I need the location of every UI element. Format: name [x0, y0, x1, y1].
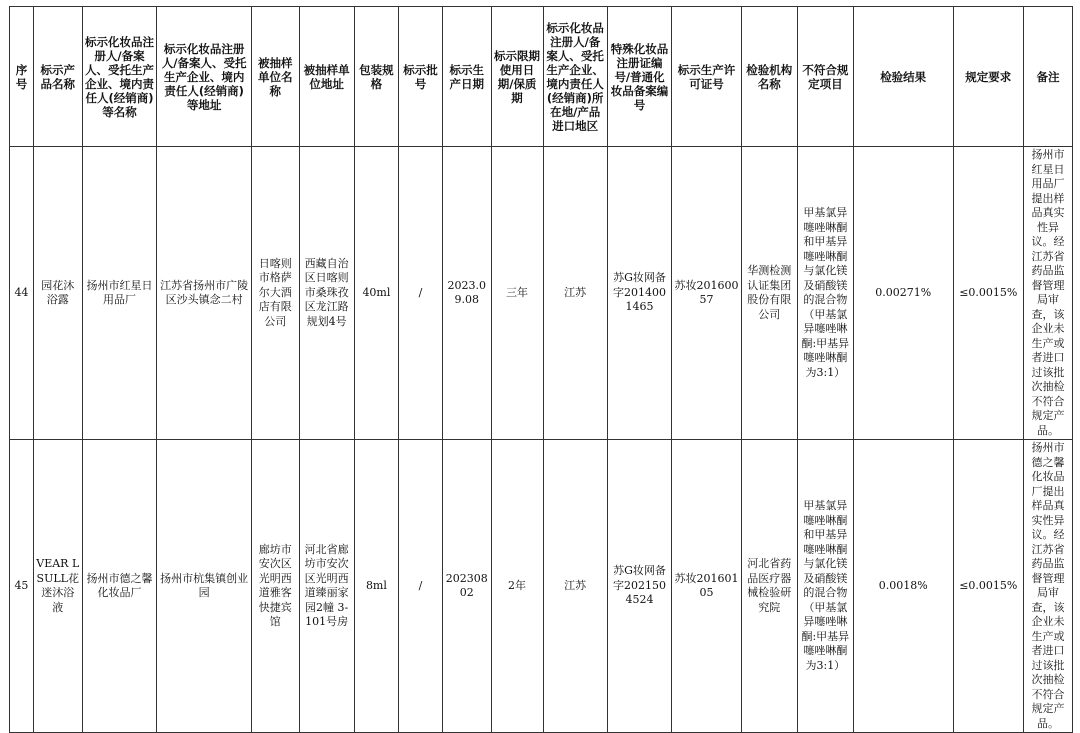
table-cell: 甲基氯异噻唑啉酮和甲基异噻唑啉酮与氯化镁及硝酸镁的混合物（甲基氯异噻唑啉酮:甲基异噻唑啉酮为3:1） [797, 147, 853, 440]
header-cell: 标示化妆品注册人/备案人、受托生产企业、境内责任人(经销商)所在地/产品进口地区 [543, 7, 607, 147]
table-cell: 8ml [354, 440, 399, 733]
header-cell: 规定要求 [953, 7, 1024, 147]
table-cell: 江苏省扬州市广陵区沙头镇念二村 [157, 147, 251, 440]
table-cell: 华测检测认证集团股份有限公司 [741, 147, 797, 440]
header-cell: 序号 [10, 7, 34, 147]
table-cell: 日喀则市格萨尔大酒店有限公司 [251, 147, 299, 440]
header-cell: 标示化妆品注册人/备案人、受托生产企业、境内责任人(经销商)等地址 [157, 7, 251, 147]
table-cell: ≤0.0015% [953, 147, 1024, 440]
table-cell: 0.0018% [853, 440, 953, 733]
header-cell: 备注 [1024, 7, 1073, 147]
table-cell: 44 [10, 147, 34, 440]
table-cell: 2023.09.08 [442, 147, 491, 440]
table-cell: 苏G妆网备字2014001465 [607, 147, 671, 440]
table-cell: 河北省廊坊市安次区光明西道臻丽家园2幢 3-101号房 [299, 440, 354, 733]
header-cell: 标示限期使用日期/保质期 [491, 7, 543, 147]
header-cell: 不符合规定项目 [797, 7, 853, 147]
table-cell: 扬州市红星日用品厂 [82, 147, 157, 440]
table-cell: 三年 [491, 147, 543, 440]
table-cell: 甲基氯异噻唑啉酮和甲基异噻唑啉酮与氯化镁及硝酸镁的混合物（甲基氯异噻唑啉酮:甲基异噻唑啉酮为3:1） [797, 440, 853, 733]
table-cell: 苏妆20160105 [672, 440, 742, 733]
table-cell: / [399, 440, 443, 733]
table-cell: 苏G妆网备字2021504524 [607, 440, 671, 733]
table-cell: 江苏 [543, 440, 607, 733]
table-cell: 园花沐浴露 [33, 147, 82, 440]
table-cell: 扬州市德之馨化妆品厂 [82, 440, 157, 733]
table-cell: 扬州市德之馨化妆品厂提出样品真实性异议。经江苏省药品监督管理局审查，该企业未生产或者进口过该批次抽检不符合规定产品。 [1024, 440, 1073, 733]
table-cell: 0.00271% [853, 147, 953, 440]
header-cell: 检验机构名称 [741, 7, 797, 147]
table-cell: ≤0.0015% [953, 440, 1024, 733]
header-cell: 被抽样单位地址 [299, 7, 354, 147]
header-cell: 标示生产许可证号 [672, 7, 742, 147]
table-cell: 河北省药品医疗器械检验研究院 [741, 440, 797, 733]
sampling-results-table [9, 6, 1073, 733]
header-cell: 特殊化妆品注册证编号/普通化妆品备案编号 [607, 7, 671, 147]
table-cell: 苏妆20160057 [672, 147, 742, 440]
table-cell: 廊坊市安次区光明西道雅客快捷宾馆 [251, 440, 299, 733]
table-cell: 40ml [354, 147, 399, 440]
table-row [10, 147, 1073, 440]
header-cell: 标示产品名称 [33, 7, 82, 147]
header-cell: 包装规格 [354, 7, 399, 147]
header-cell: 标示批号 [399, 7, 443, 147]
table-cell: / [399, 147, 443, 440]
table-cell: 西藏自治区日喀则市桑珠孜区龙江路规划4号 [299, 147, 354, 440]
table-cell: 江苏 [543, 147, 607, 440]
table-cell: 20230802 [442, 440, 491, 733]
table-row [10, 440, 1073, 733]
table-cell: 扬州市杭集镇创业园 [157, 440, 251, 733]
header-cell: 标示生产日期 [442, 7, 491, 147]
table-cell: 2年 [491, 440, 543, 733]
table-cell: 45 [10, 440, 34, 733]
table-cell: 扬州市红星日用品厂提出样品真实性异议。经江苏省药品监督管理局审查，该企业未生产或者进口过该批次抽检不符合规定产品。 [1024, 147, 1073, 440]
header-cell: 检验结果 [853, 7, 953, 147]
table-header-row [10, 7, 1073, 147]
header-cell: 标示化妆品注册人/备案人、受托生产企业、境内责任人(经销商)等名称 [82, 7, 157, 147]
header-cell: 被抽样单位名称 [251, 7, 299, 147]
table-cell: VEAR LSULL花迷沐浴液 [33, 440, 82, 733]
